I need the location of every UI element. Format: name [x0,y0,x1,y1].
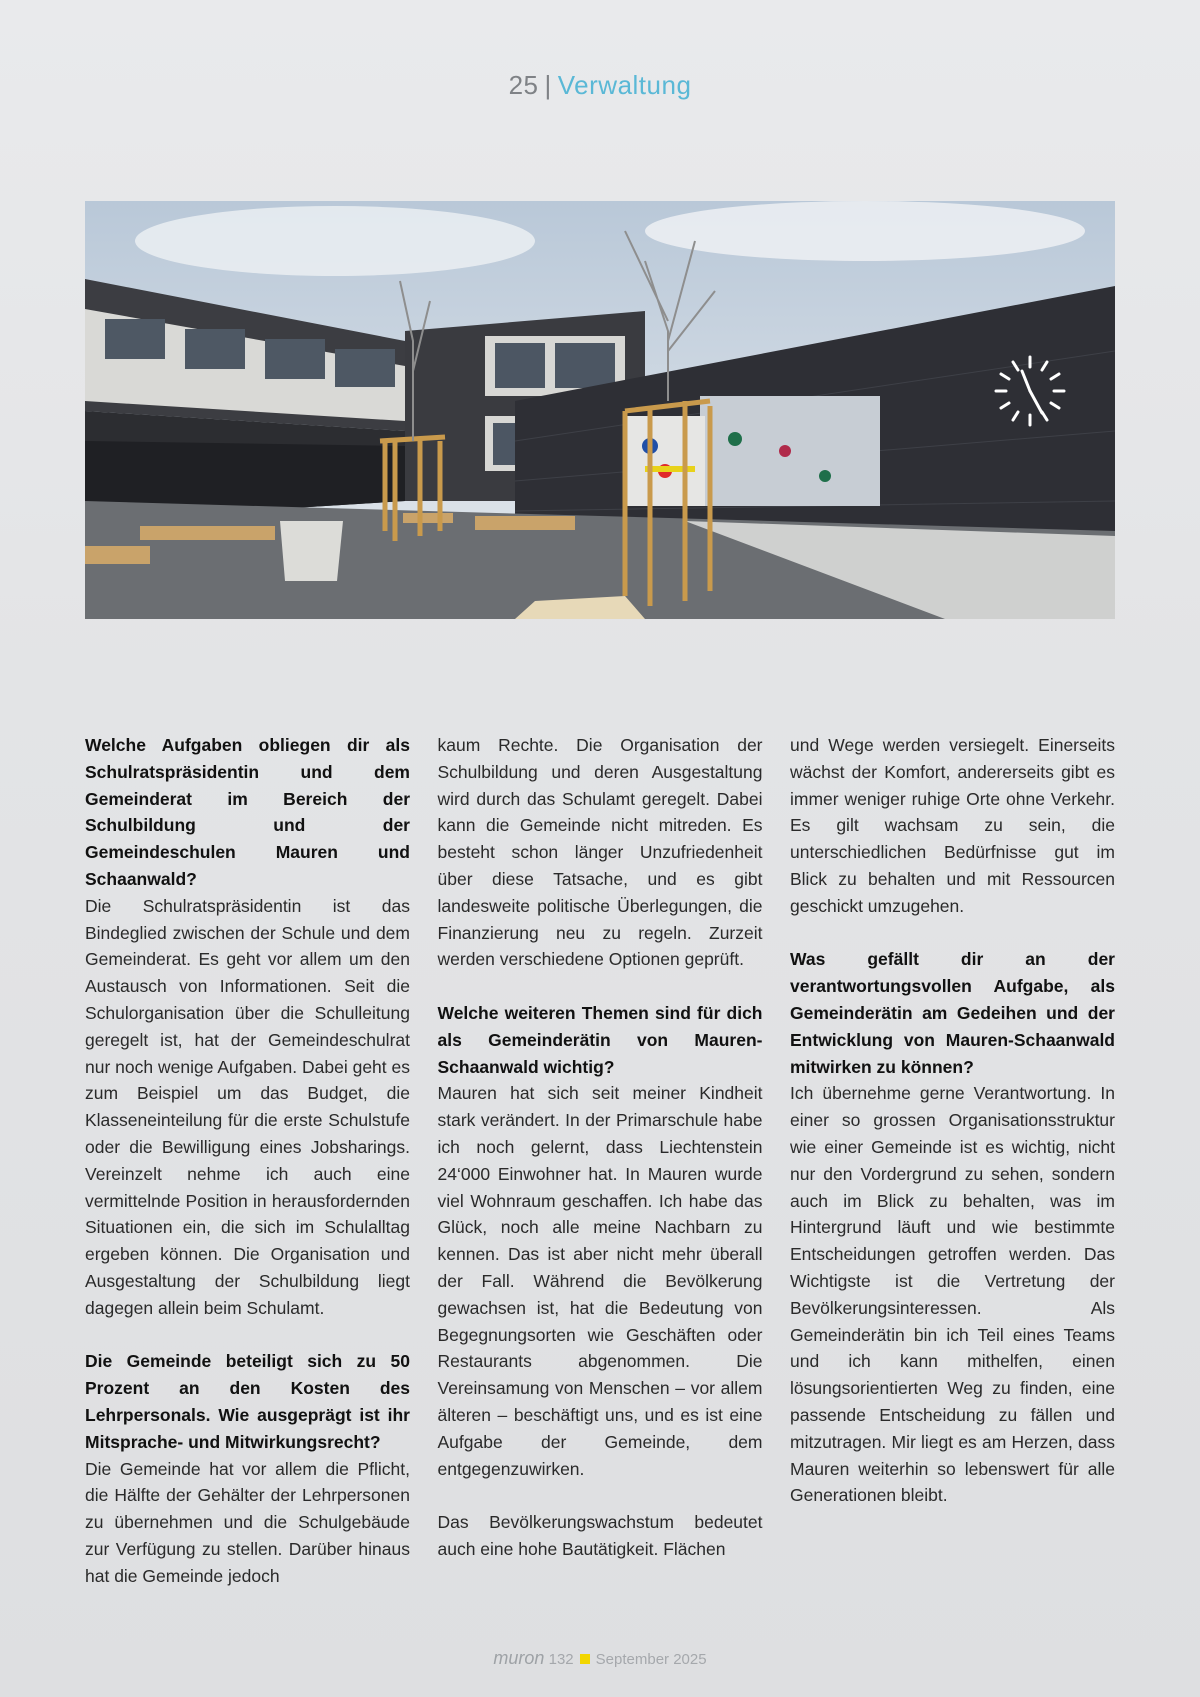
magazine-brand: muron [493,1648,545,1668]
question-2: Die Gemeinde beteiligt sich zu 50 Prozent an den Kosten des Lehrpersonals. Wie ausgeprägt ist ihr Mitsprache- und Mitwirkungsrecht? [85,1351,410,1452]
section-title: Verwaltung [557,70,692,100]
answer-4: Ich übernehme gerne Verantwortung. In einer so grossen Organisationsstruktur wie einer Gemeinde ist es wichtig, nicht nur den Vordergrund zu sehen, sondern auch im Blick zu behalten, was im Hintergrund läuft und wie bestimmte Entscheidungen getroffen werden. Das Wichtigste ist die Vertretung der Bevölkerungsinteressen. Als Gemeinderätin bin ich Teil eines Teams und ich kann mithelfen, einen lösungsorientierten Weg zu finden, eine passende Entscheidung zu fällen und mitzutragen. Mir liegt es am Herzen, dass Mauren weiterhin so lebenswert für alle Generationen bleibt. [790,1083,1115,1506]
answer-3: Mauren hat sich seit meiner Kindheit stark verändert. In der Primarschule habe ich noch gelernt, dass Liechtenstein 24‘000 Einwohner hat. In Mauren wurde viel Wohnraum geschaffen. Ich habe das Glück, noch alle meine Nachbarn zu kennen. Das ist aber nicht mehr überall der Fall. Während die Bevölkerung gewachsen ist, hat die Bedeutung von Begegnungsorten wie Geschäften oder Restaurants abgenommen. Die Vereinsamung von Menschen – vor allem älteren – beschäftigt uns, und es ist eine Aufgabe der Gemeinde, dem entgegenzuwirken. [437,1083,763,1479]
question-1: Welche Aufgaben obliegen dir als Schulratspräsidentin und dem Gemeinderat im Bereich der Schulbildung und der Gemeindeschulen Mauren und Schaanwald? [85,735,410,889]
answer-2-continued: kaum Rechte. Die Organisation der Schulbildung und deren Ausgestaltung wird durch das Schulamt geregelt. Dabei kann die Gemeinde nicht mitreden. Es besteht schon länger Unzufriedenheit über diese Tatsache, und es gibt landesweite politische Überlegungen, die Finanzierung neu zu regeln. Zurzeit werden verschiedene Optionen geprüft. [437,735,763,970]
article-columns [85,732,1115,1590]
page-number: 25 [508,70,539,100]
issue-date: September 2025 [595,1651,707,1668]
article-column-1 [85,732,410,1590]
page-footer [0,1648,1200,1669]
issue-number: 132 [548,1651,574,1668]
answer-3-part-2-continued: und Wege werden versiegelt. Einerseits wächst der Komfort, andererseits gibt es immer weniger ruhige Orte ohne Verkehr. Es gilt wachsam zu sein, die unterschiedlichen Bedürfnisse gut im Blick zu behalten und mit Ressourcen geschickt umzugehen. [790,735,1115,916]
answer-3-part-2: Das Bevölkerungswachstum bedeutet auch eine hohe Bautätigkeit. Flächen [437,1512,763,1559]
answer-2: Die Gemeinde hat vor allem die Pflicht, die Hälfte der Gehälter der Lehrpersonen zu übernehmen und die Schulgebäude zur Verfügung zu stellen. Darüber hinaus hat die Gemeinde jedoch [85,1458,410,1586]
question-4: Was gefällt dir an der verantwortungsvollen Aufgabe, als Gemeinderätin am Gedeihen und der Entwicklung von Mauren-Schaanwald mitwirken zu können? [790,949,1115,1077]
answer-1: Die Schulratspräsidentin ist das Bindeglied zwischen der Schule und dem Gemeinderat. Es geht vor allem um den Austausch von Informationen. Seit die Schulorganisation über die Schulleitung geregelt ist, hat der Gemeindeschulrat nur noch wenige Aufgaben. Dabei geht es zum Beispiel um das Budget, die Klasseneinteilung für die erste Schulstufe oder die Bewilligung eines Jobsharings. Vereinzelt nehme ich auch eine vermittelnde Position in herausfordernden Situationen ein, die sich im Schulalltag ergeben können. Die Organisation und Ausgestaltung der Schulbildung liegt dagegen allein beim Schulamt. [85,895,410,1318]
article-column-3 [790,732,1115,1590]
school-building-photo [85,201,1115,619]
question-3: Welche weiteren Themen sind für dich als Gemeinderätin von Mauren-Schaanwald wichtig? [437,1002,763,1077]
page-header [0,70,1200,101]
header-separator: | [544,70,552,100]
article-column-2 [438,732,763,1590]
accent-square-icon [580,1654,590,1664]
